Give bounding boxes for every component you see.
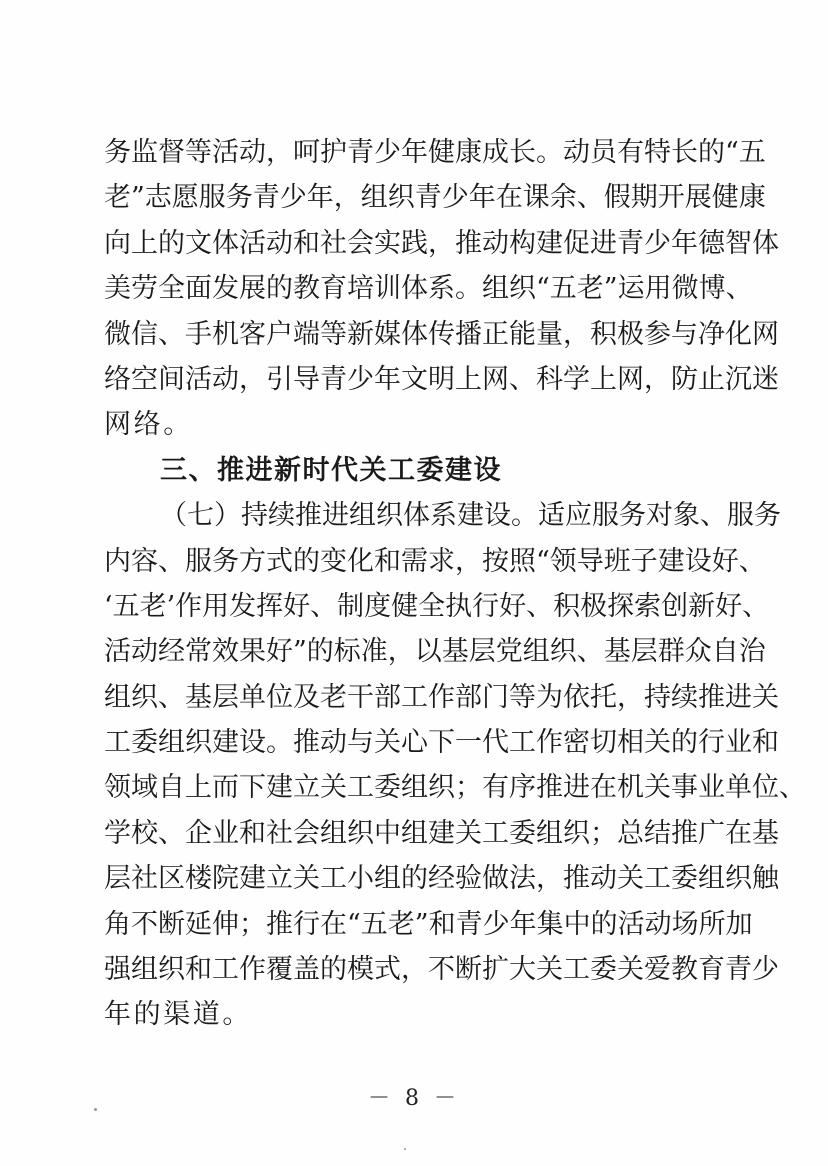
paragraph-line: （七）持续推进组织体系建设。适应服务对象、服务 xyxy=(160,500,781,532)
paragraph-line: 老”志愿服务青少年，组织青少年在课余、假期开展健康 xyxy=(104,182,766,214)
paragraph-line: 强组织和工作覆盖的模式，不断扩大关工委关爱教育青少 xyxy=(104,954,779,986)
paragraph-line: 年的渠道。 xyxy=(104,999,252,1031)
paragraph-line: 向上的文体活动和社会实践，推动构建促进青少年德智体 xyxy=(104,227,779,259)
body-text xyxy=(104,130,806,1038)
paragraph-line: 微信、手机客户端等新媒体传播正能量，积极参与净化网 xyxy=(104,318,779,350)
paragraph-line: 角不断延伸；推行在“五老”和青少年集中的活动场所加 xyxy=(104,908,753,940)
paragraph-line: 组织、基层单位及老干部工作部门等为依托，持续推进关 xyxy=(104,681,779,713)
paragraph-line: 工委组织建设。推动与关心下一代工作密切相关的行业和 xyxy=(104,727,779,759)
paragraph-line: 网络。 xyxy=(104,409,193,441)
page-number: － 8 － xyxy=(368,1086,460,1111)
scan-speck xyxy=(94,1108,97,1111)
paragraph-line: ‘五老’作用发挥好、制度健全执行好、积极探索创新好、 xyxy=(104,590,770,622)
scan-speck xyxy=(404,1148,406,1150)
paragraph-line: 学校、企业和社会组织中组建关工委组织；总结推广在基 xyxy=(104,817,779,849)
paragraph-line: 内容、服务方式的变化和需求，按照“领导班子建设好、 xyxy=(104,545,766,577)
section-heading: 三、推进新时代关工委建设 xyxy=(160,454,502,486)
paragraph-line: 活动经常效果好”的标准，以基层党组织、基层群众自治 xyxy=(104,636,766,668)
paragraph-line: 务监督等活动，呵护青少年健康成长。动员有特长的“五 xyxy=(104,137,766,168)
paragraph-line: 层社区楼院建立关工小组的经验做法，推动关工委组织触 xyxy=(104,863,779,895)
paragraph-line: 络空间活动，引导青少年文明上网、科学上网，防止沉迷 xyxy=(104,363,779,395)
paragraph-line: 美劳全面发展的教育培训体系。组织“五老”运用微博、 xyxy=(104,273,753,305)
paragraph-line: 领域自上而下建立关工委组织；有序推进在机关事业单位、 xyxy=(104,772,806,804)
